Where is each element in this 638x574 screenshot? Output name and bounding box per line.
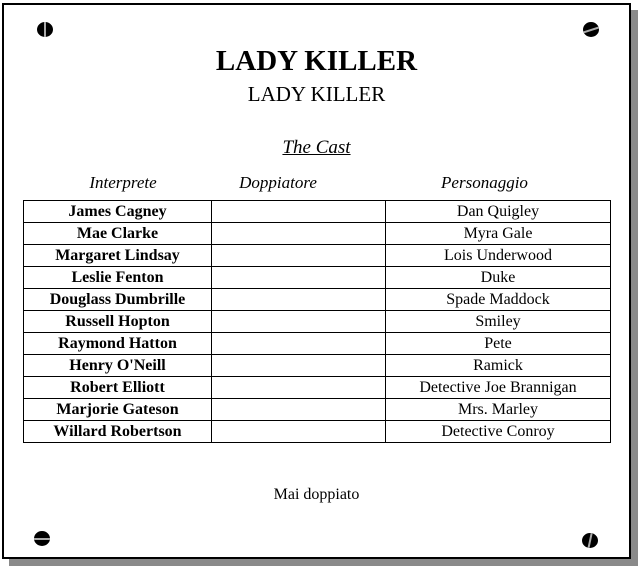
interprete-cell: Robert Elliott [24,377,212,399]
screw-bottom-right-icon [582,533,598,548]
footer-note: Mai doppiato [273,486,360,503]
interprete-cell: Russell Hopton [24,311,212,333]
plaque-panel [2,3,631,559]
page-title: LADY KILLER [215,45,418,77]
table-row [24,267,611,289]
doppiatore-cell [212,377,386,399]
personaggio-cell: Smiley [386,311,611,333]
personaggio-cell: Myra Gale [386,223,611,245]
column-header-interprete: Interprete [89,173,157,192]
interprete-cell: James Cagney [24,201,212,223]
personaggio-cell: Detective Joe Brannigan [386,377,611,399]
doppiatore-cell [212,333,386,355]
personaggio-cell: Mrs. Marley [386,399,611,421]
section-heading-text: The Cast [282,137,351,158]
section-heading [4,136,629,159]
table-row [24,311,611,333]
doppiatore-cell [212,399,386,421]
table-row [24,289,611,311]
screw-bottom-left-icon [34,531,50,546]
doppiatore-cell [212,421,386,443]
interprete-cell: Willard Robertson [24,421,212,443]
table-row [24,377,611,399]
doppiatore-cell [212,201,386,223]
interprete-cell: Raymond Hatton [24,333,212,355]
interprete-cell: Leslie Fenton [24,267,212,289]
doppiatore-cell [212,223,386,245]
personaggio-cell: Spade Maddock [386,289,611,311]
doppiatore-cell [212,355,386,377]
personaggio-cell: Detective Conroy [386,421,611,443]
table-row [24,355,611,377]
screw-top-left-icon [37,22,53,37]
personaggio-cell: Dan Quigley [386,201,611,223]
cast-table [23,200,611,443]
interprete-cell: Douglass Dumbrille [24,289,212,311]
table-row [24,201,611,223]
column-header-doppiatore: Doppiatore [239,173,317,192]
doppiatore-cell [212,289,386,311]
interprete-cell: Henry O'Neill [24,355,212,377]
doppiatore-cell [212,267,386,289]
table-column-headers [23,173,610,193]
table-row [24,421,611,443]
personaggio-cell: Ramick [386,355,611,377]
interprete-cell: Marjorie Gateson [24,399,212,421]
personaggio-cell: Pete [386,333,611,355]
personaggio-cell: Lois Underwood [386,245,611,267]
doppiatore-cell [212,311,386,333]
table-row [24,333,611,355]
doppiatore-cell [212,245,386,267]
interprete-cell: Mae Clarke [24,223,212,245]
table-row [24,223,611,245]
table-row [24,399,611,421]
table-row [24,245,611,267]
original-title: LADY KILLER [247,82,386,106]
column-header-personaggio: Personaggio [441,173,528,192]
personaggio-cell: Duke [386,267,611,289]
interprete-cell: Margaret Lindsay [24,245,212,267]
screw-top-right-icon [583,22,599,37]
